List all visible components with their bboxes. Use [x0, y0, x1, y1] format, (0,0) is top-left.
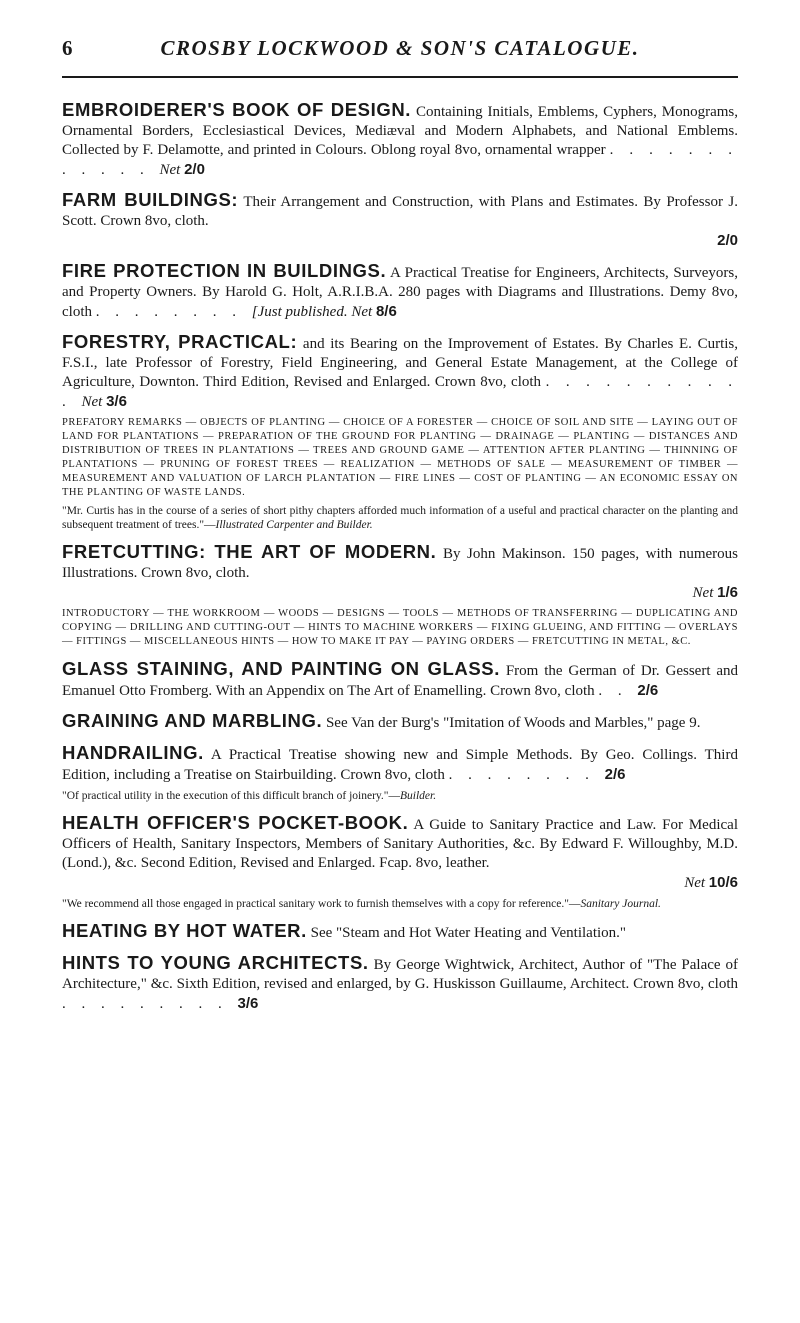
entry-description: Their Arrangement and Construction, with Plans and Estimates. By Professor J. Scott. Crown 8vo, cloth.	[62, 194, 738, 229]
entry-fretcutting	[62, 542, 738, 649]
entry-title: GRAINING AND MARBLING.	[62, 710, 323, 731]
running-title: CROSBY LOCKWOOD & SON'S CATALOGUE.	[160, 36, 640, 60]
entry-review	[62, 789, 738, 803]
entry-description: A Guide to Sanitary Practice and Law. For Medical Officers of Health, Sanitary Inspectors, Members of Sanitary Authorities, &c. By Edward F. Willoughby, M.D. (Lond.), &c. Second Edition, Revised and Enlarged. Fcap. 8vo, leather.	[62, 817, 738, 871]
entry-price: 2/0	[184, 161, 205, 178]
entry-heating-by-hot-water	[62, 921, 738, 943]
entry-description: See "Steam and Hot Water Heating and Ventilation."	[310, 925, 627, 941]
net-label: Net	[684, 875, 706, 891]
entry-price: 1/6	[717, 584, 738, 601]
net-label: Net	[159, 162, 181, 178]
entry-price: 2/6	[637, 682, 659, 699]
entry-contents: INTRODUCTORY — THE WORKROOM — WOODS — DESIGNS — TOOLS — METHODS OF TRANSFERRING — DUPLICATING AND COPYING — DRILLING AND CUTTING-OUT — HINTS TO MACHINE WORKERS — FIXING GLUEING, AND FITTING — OVERLAYS — FITTINGS — MISCELLANEOUS HINTS — HOW TO MAKE IT PAY — PAYING ORDERS — FRETCUTTING IN METAL, &C.	[62, 608, 738, 647]
entry-contents: PREFATORY REMARKS — OBJECTS OF PLANTING — CHOICE OF A FORESTER — CHOICE OF SOIL AND SITE — LAYING OUT OF LAND FOR PLANTATIONS — PREPARATION OF THE GROUND FOR PLANTING — DRAINAGE — PLANTING — DISTANCES AND DISTRIBUTION OF TREES IN PLANTATIONS — TREES AND GROUND GAME — ATTENTION AFTER PLANTING — THINNING OF PLANTATIONS — PRUNING OF FOREST TREES — REALIZATION — METHODS OF SALE — MEASUREMENT OF TIMBER — MEASUREMENT AND VALUATION OF LARCH PLANTATION — FIRE LINES — COST OF PLANTING — AN ECONOMIC ESSAY ON THE PLANTING OF WASTE LANDS.	[62, 417, 738, 498]
entry-glass-staining: GLASS STAINING, AND PAINTING ON GLASS. From the German of Dr. Gessert and Emanuel Otto Fromberg. With an Appendix on The Art of Enamelling. Crown 8vo, cloth . . 2/6	[62, 658, 739, 699]
entry-price: 3/6	[106, 393, 127, 410]
entry-title: HEALTH OFFICER'S POCKET-BOOK.	[62, 812, 409, 833]
entry-price: 2/6	[604, 766, 626, 783]
net-label: Net	[81, 394, 103, 410]
entry-price: 2/0	[717, 232, 738, 249]
net-label: Net	[692, 585, 714, 601]
entry-title: FIRE PROTECTION IN BUILDINGS.	[62, 260, 387, 281]
entry-title: FARM BUILDINGS:	[62, 189, 239, 210]
entry-title: FRETCUTTING: THE ART OF MODERN.	[62, 541, 437, 562]
entry-price: 3/6	[237, 995, 259, 1012]
net-label: Net	[351, 304, 373, 320]
page-number: 6	[62, 36, 73, 60]
entry-fire-protection: FIRE PROTECTION IN BUILDINGS. A Practical Treatise for Engineers, Architects, Surveyors, and Property Owners. By Harold G. Holt, A.R.I.B.A. 280 pages with Diagrams and Illustrations. Demy 8vo, cloth . . . . . . . . [Just published. Net 8/6	[62, 260, 738, 320]
entry-review	[62, 504, 738, 532]
page-header	[62, 36, 738, 70]
review-text: "Of practical utility in the execution of this difficult branch of joinery."—	[62, 790, 401, 802]
entry-description: By John Makinson. 150 pages, with numerous Illustrations. Crown 8vo, cloth.	[62, 546, 739, 581]
review-text: "We recommend all those engaged in practical sanitary work to furnish themselves with a copy for reference."—	[62, 898, 581, 910]
entry-embroiderers-book: EMBROIDERER'S BOOK OF DESIGN. Containing Initials, Emblems, Cyphers, Monograms, Ornamental Borders, Ecclesiastical Devices, Mediæval and Modern Alphabets, and National Emblems. Collected by F. Delamotte, and printed in Colours. Oblong royal 8vo, ornamental wrapper . . . . . . . . . . . . Net 2/0	[62, 99, 739, 178]
entry-description: From the German of Dr. Gessert and Emanuel Otto Fromberg. With an Appendix on The Art of Enamelling. Crown 8vo, cloth	[62, 663, 739, 699]
entry-description: A Practical Treatise for Engineers, Architects, Surveyors, and Property Owners. By Harold G. Holt, A.R.I.B.A. 280 pages with Diagrams and Illustrations. Demy 8vo, cloth	[62, 265, 738, 320]
catalogue-page	[62, 36, 738, 1024]
entry-farm-buildings	[62, 190, 738, 251]
entry-description: A Practical Treatise showing new and Simple Methods. By Geo. Collings. Third Edition, including a Treatise on Stairbuilding. Crown 8vo, cloth	[62, 747, 738, 783]
entry-description: and its Bearing on the Improvement of Estates. By Charles E. Curtis, F.S.I., late Professor of Forestry, Field Engineering, and General Estate Management, at the College of Agriculture, Downton. Third Edition, Revised and Enlarged. Crown 8vo, cloth	[62, 336, 739, 390]
entry-health-officers-pocket-book	[62, 813, 738, 911]
entry-price: 8/6	[375, 303, 397, 320]
entry-title: EMBROIDERER'S BOOK OF DESIGN.	[62, 99, 412, 120]
entry-price: 10/6	[708, 874, 738, 891]
entry-title: HINTS TO YOUNG ARCHITECTS.	[62, 952, 369, 973]
review-source: Builder.	[400, 790, 437, 802]
review-text: "Mr. Curtis has in the course of a series of short pithy chapters afforded much information of a useful and practical character on the planting and subsequent treatment of trees."—	[62, 505, 738, 531]
entry-note: [Just published.	[251, 304, 348, 320]
entry-description: Containing Initials, Emblems, Cyphers, Monograms, Ornamental Borders, Ecclesiastical Devices, Mediæval and Modern Alphabets, and National Emblems. Collected by F. Delamotte, and printed in Colours. Oblong royal 8vo, ornamental wrapper	[62, 104, 739, 158]
entry-title: FORESTRY, PRACTICAL:	[62, 331, 298, 352]
entry-title: HEATING BY HOT WATER.	[62, 920, 307, 941]
header-rule	[62, 76, 738, 78]
entry-description: See Van der Burg's "Imitation of Woods and Marbles," page 9.	[325, 715, 701, 731]
entry-hints-to-young-architects: HINTS TO YOUNG ARCHITECTS. By George Wightwick, Architect, Author of "The Palace of Architecture," &c. Sixth Edition, revised and enlarged, by G. Huskisson Guillaume, Architect. Crown 8vo, cloth . . . . . . . . . 3/6	[62, 952, 739, 1012]
entry-title: GLASS STAINING, AND PAINTING ON GLASS.	[62, 658, 500, 679]
entry-review	[62, 897, 738, 911]
entry-graining-marbling	[62, 711, 738, 733]
entry-description: By George Wightwick, Architect, Author of "The Palace of Architecture," &c. Sixth Edition, revised and enlarged, by G. Huskisson Guillaume, Architect. Crown 8vo, cloth	[62, 957, 739, 992]
entry-title: HANDRAILING.	[62, 742, 204, 763]
review-source: Illustrated Carpenter and Builder.	[215, 519, 373, 531]
entry-handrailing: HANDRAILING. A Practical Treatise showing new and Simple Methods. By Geo. Collings. Third Edition, including a Treatise on Stairbuilding. Crown 8vo, cloth . . . . . . . . 2/6 "Of practical utility in the execution of this difficult branch of joinery."—Builder.	[62, 742, 738, 802]
review-source: Sanitary Journal.	[580, 898, 661, 910]
entry-forestry-practical: FORESTRY, PRACTICAL: and its Bearing on the Improvement of Estates. By Charles E. Curtis, F.S.I., late Professor of Forestry, Field Engineering, and General Estate Management, at the College of Agriculture, Downton. Third Edition, Revised and Enlarged. Crown 8vo, cloth . . . . . . . . . . . Net 3/6 PREFATORY REMARKS — OBJECTS OF PLANTING — CHOICE OF A FORESTER — CHOICE OF SOIL AND SITE — LAYING OUT OF LAND FOR PLANTATIONS — PREPARATION OF THE GROUND FOR PLANTING — DRAINAGE — PLANTING — DISTANCES AND DISTRIBUTION OF TREES IN PLANTATIONS — TREES AND GROUND GAME — ATTENTION AFTER PLANTING — THINNING OF PLANTATIONS — PRUNING OF FOREST TREES — REALIZATION — METHODS OF SALE — MEASUREMENT OF TIMBER — MEASUREMENT AND VALUATION OF LARCH PLANTATION — FIRE LINES — COST OF PLANTING — AN ECONOMIC ESSAY ON THE PLANTING OF WASTE LANDS. "Mr. Curtis has in the course of a series of short pithy chapters afforded much information of a useful and practical character on the planting and subsequent treatment of trees."—Illustrated Carpenter and Builder.	[62, 331, 739, 531]
